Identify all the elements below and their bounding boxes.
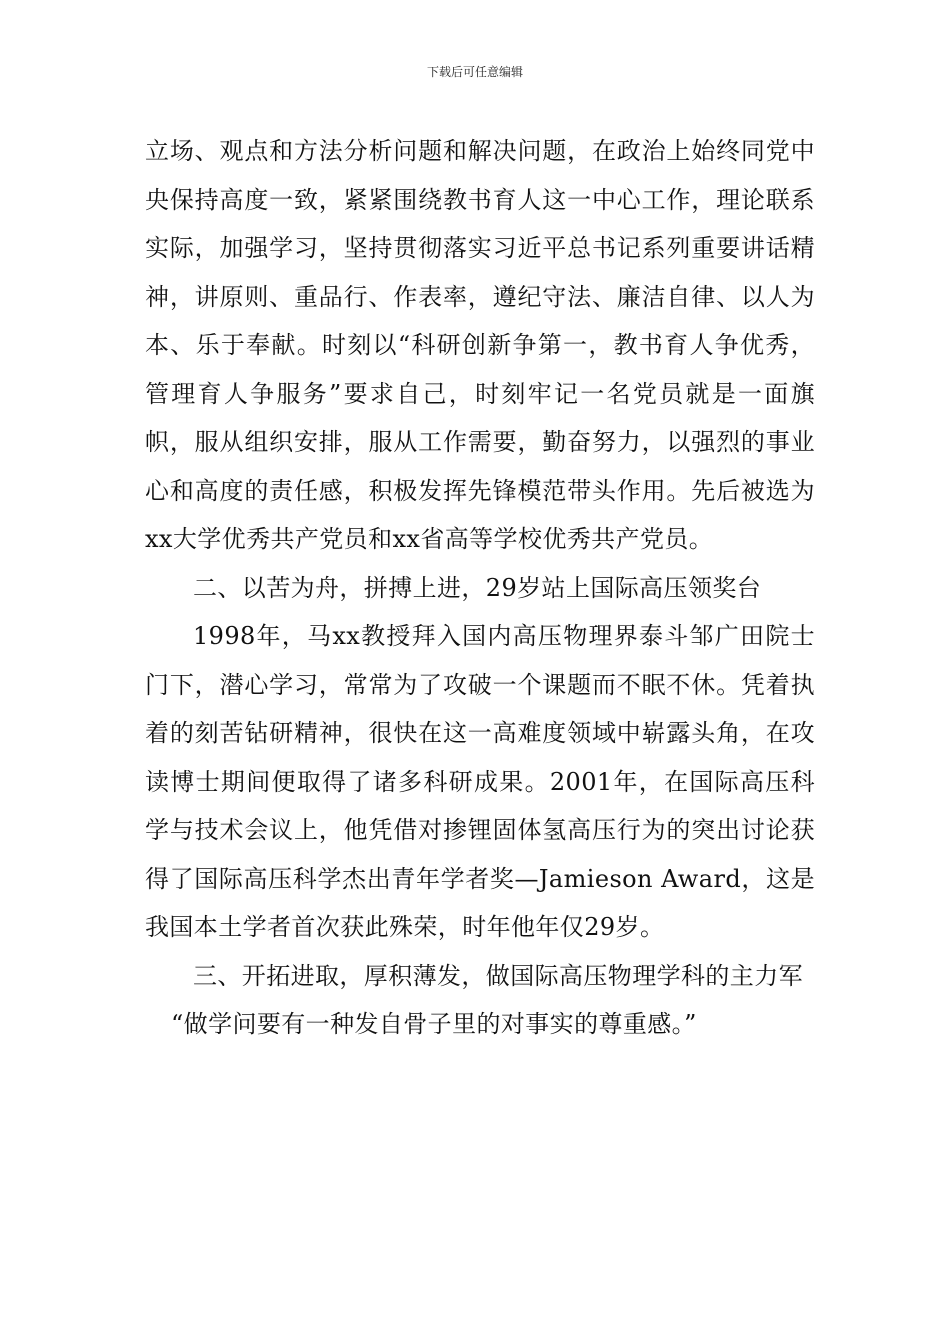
paragraph-quote: “做学问要有一种发自骨子里的对事实的尊重感。” <box>171 1010 697 1038</box>
paragraph-research-award: 1998年，马xx教授拜入国内高压物理界泰斗邹广田院士门下，潜心学习，常常为了攻破一个课题而不眠不休。凭着执着的刻苦钻研精神，很快在这一高难度领域中崭露头角，在攻读博士期间便取得了诸多科研成果。2001年，在国际高压科学与技术会议上，他凭借对掺锂固体氢高压行为的突出讨论获得了国际高压科学杰出青年学者奖—Jamieson Award，这是我国本土学者首次获此殊荣，时年他年仅29岁。 <box>145 622 815 941</box>
document-body <box>145 127 815 1049</box>
paragraph-political-stance: 立场、观点和方法分析问题和解决问题，在政治上始终同党中央保持高度一致，紧紧围绕教书育人这一中心工作，理论联系实际，加强学习，坚持贯彻落实习近平总书记系列重要讲话精神，讲原则、重品行、作表率，遵纪守法、廉洁自律、以人为本、乐于奉献。时刻以“科研创新争第一，教书育人争优秀，管理育人争服务”要求自己，时刻牢记一名党员就是一面旗帜，服从组织安排，服从工作需要，勤奋努力，以强烈的事业心和高度的责任感，积极发挥先锋模范带头作用。先后被选为xx大学优秀共产党员和xx省高等学校优秀共产党员。 <box>145 137 815 553</box>
page-header: 下载后可任意编辑 <box>426 65 523 79</box>
section-heading-two: 二、以苦为舟，拼搏上进，29岁站上国际高压领奖台 <box>193 573 762 602</box>
section-heading-three: 三、开拓进取，厚积薄发，做国际高压物理学科的主力军 <box>193 961 803 990</box>
